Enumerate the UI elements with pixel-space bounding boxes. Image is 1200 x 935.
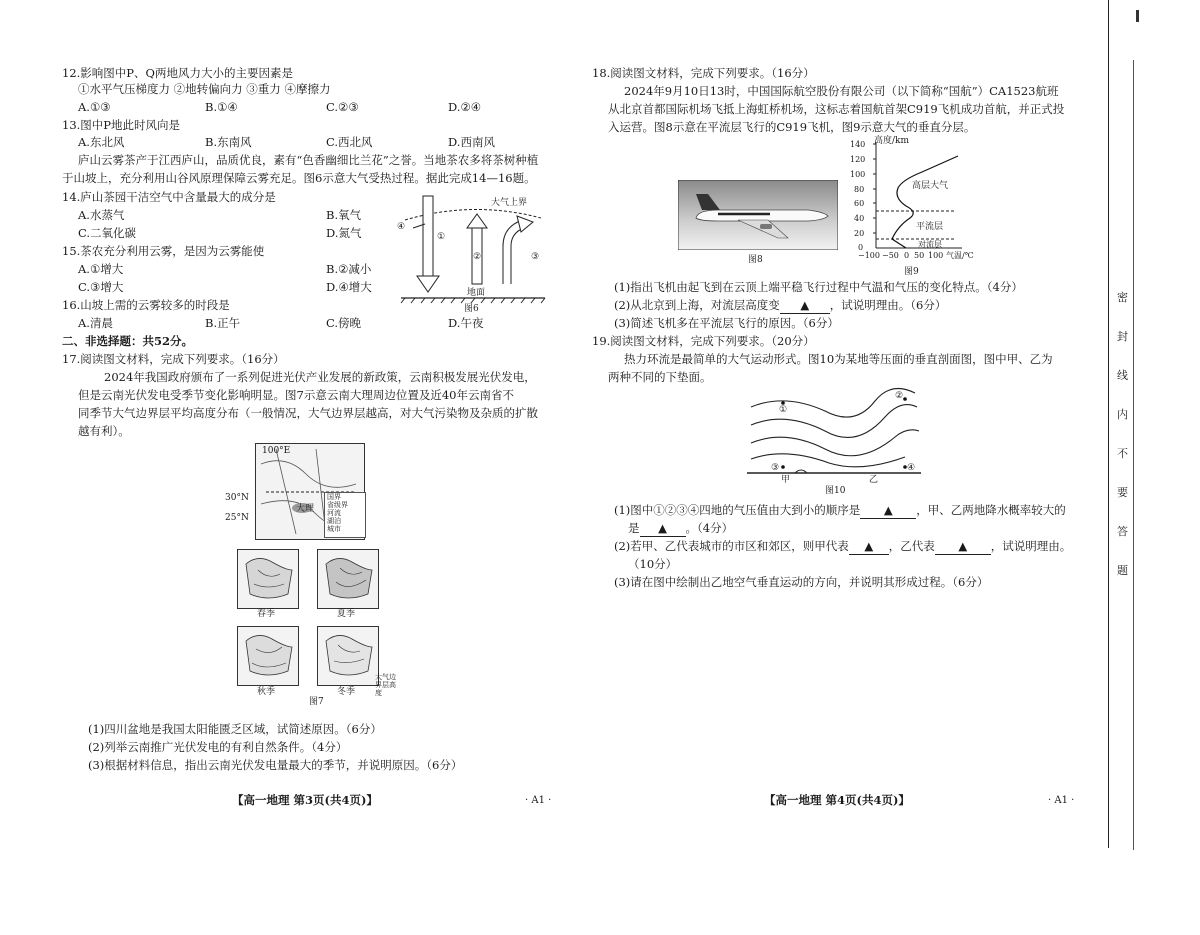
fig6-top-label: 大气上界 — [491, 198, 528, 208]
q13-option-a: A.东北风 — [78, 135, 125, 149]
fig7-city: 大理 — [296, 504, 315, 514]
q14-option-c: C.二氧化碳 — [78, 226, 137, 240]
q19-answer-blank-precip[interactable]: ▲ — [640, 521, 686, 537]
q19-sub2-line1 — [614, 539, 1071, 555]
fig9-ytick: 60 — [854, 199, 865, 208]
fig7-caption: 图7 — [309, 697, 324, 707]
q19-answer-blank-jia[interactable]: ▲ — [849, 539, 889, 555]
fig7-season-summer: 夏季 — [337, 609, 356, 619]
fig7-legend-item: 省级界 — [327, 501, 348, 509]
q18-para1: 2024年9月10日13时，中国国际航空股份有限公司（以下简称“国航”）CA1523航班 — [624, 84, 1059, 98]
fig9-ytick: 20 — [854, 229, 865, 238]
q17-stem: 17.阅读图文材料，完成下列要求。（16分） — [62, 352, 285, 366]
q18-para2: 从北京首都国际机场飞抵上海虹桥机场，这标志着国航首架C919飞机成功首航，并正式投 — [608, 102, 1065, 116]
q14-option-a: A.水蒸气 — [78, 208, 125, 222]
fig7-legend-item: 湖泊 — [327, 517, 341, 525]
q13-option-b: B.东南风 — [205, 135, 252, 149]
q12-option-a: A.①③ — [78, 100, 111, 114]
q19-para1: 热力环流是最简单的大气运动形式。图10为某地等压面的垂直剖面图，图中甲、乙为 — [624, 352, 1053, 366]
q15-option-b: B.②减小 — [326, 262, 372, 276]
fig9-layer-trop: 对流层 — [918, 240, 942, 249]
fig8-caption: 图8 — [748, 255, 763, 265]
fig7-season-spring: 春季 — [257, 609, 276, 619]
seal-char: 题 — [1117, 564, 1128, 577]
fig10-point3: ③ — [771, 463, 780, 473]
q18-sub2-text-b: ，试说明理由。（6分） — [829, 298, 947, 312]
q12-option-b: B.①④ — [205, 100, 238, 114]
q19-answer-blank-order[interactable]: ▲ — [860, 503, 916, 519]
left-footer: 【高一地理 第3页(共4页)】 — [232, 793, 378, 807]
q15-stem: 15.茶农充分利用云雾，是因为云雾能使 — [62, 244, 265, 258]
q13-option-d: D.西南风 — [448, 135, 495, 149]
figure-6 — [395, 186, 550, 314]
figure-8 — [678, 180, 838, 266]
fig7-note: 大气边界层高度 — [375, 673, 396, 697]
q19-sub1-text-b: ，甲、乙两地降水概率较大的 — [916, 503, 1066, 517]
right-footer: 【高一地理 第4页(共4页)】 — [764, 793, 910, 807]
q19-para2: 两种不同的下垫面。 — [608, 370, 712, 384]
seal-char: 要 — [1117, 486, 1128, 499]
fig7-legend — [324, 492, 366, 538]
fig7-legend-item: 河流 — [327, 509, 341, 517]
fig10-yi: 乙 — [869, 475, 879, 485]
fig10-point4: ④ — [907, 463, 916, 473]
fig7-autumn-map — [237, 626, 299, 686]
q18-sub3: (3)简述飞机多在平流层飞行的原因。（6分） — [614, 316, 839, 330]
q19-sub3: (3)请在图中绘制出乙地空气垂直运动的方向，并说明其形成过程。（6分） — [614, 575, 989, 589]
fig9-ytick: 0 — [858, 243, 864, 252]
fig6-num2: ② — [473, 252, 482, 262]
q19-sub2-text-b: ，乙代表 — [888, 539, 935, 553]
q17-para3: 同季节大气边界层平均高度分布（一般情况，大气边界层越高，对大气污染物及杂质的扩散 — [78, 406, 538, 420]
fig7-lat-a: 25°N — [225, 513, 249, 523]
q19-sub1-text-d: 。（4分） — [685, 521, 734, 535]
q15-option-c: C.③增大 — [78, 280, 124, 294]
q16-stem: 16.山坡上需的云雾较多的时段是 — [62, 298, 230, 312]
fig10-point1: ① — [779, 405, 788, 415]
seal-char: 答 — [1117, 525, 1128, 538]
fig9-ytick: 140 — [850, 140, 866, 149]
seal-line-left — [1108, 0, 1109, 848]
q19-sub1-text-c: 是 — [628, 521, 640, 535]
passage-line2: 于山坡上，充分利用山谷风原理保障云雾充足。图6示意大气受热过程。据此完成14—16题。 — [62, 171, 536, 185]
q12-options-line: ①水平气压梯度力 ②地转偏向力 ③重力 ④摩擦力 — [78, 82, 331, 96]
figure-10 — [745, 387, 925, 497]
fig7-lat-b: 30°N — [225, 493, 249, 503]
fig6-num4: ④ — [397, 222, 406, 232]
seal-char: 不 — [1117, 447, 1128, 460]
q17-sub2: (2)列举云南推广光伏发电的有利自然条件。（4分） — [88, 740, 348, 754]
q13-stem: 13.图中P地此时风向是 — [62, 118, 181, 132]
q19-sub1-line2 — [628, 521, 733, 537]
fig7-season-winter: 冬季 — [337, 687, 356, 697]
fig7-summer-map — [317, 549, 379, 609]
fig6-caption: 图6 — [464, 304, 479, 314]
figure-7 — [225, 443, 395, 705]
fig7-legend-item: 城市 — [327, 525, 341, 533]
fig7-location-map — [255, 443, 365, 540]
fig9-layer-strat: 平流层 — [916, 222, 944, 232]
q12-stem: 12.影响图中P、Q两地风力大小的主要因素是 — [62, 66, 293, 80]
q12-option-c: C.②③ — [326, 100, 359, 114]
q19-sub2-text-a: (2)若甲、乙代表城市的市区和郊区，则甲代表 — [614, 539, 849, 553]
q19-answer-blank-yi[interactable]: ▲ — [935, 539, 991, 555]
q14-option-d: D.氮气 — [326, 226, 362, 240]
fig9-caption: 图9 — [904, 267, 919, 277]
seal-char: 封 — [1117, 330, 1128, 343]
q18-para3: 入运营。图8示意在平流层飞行的C919飞机，图9示意大气的垂直分层。 — [608, 120, 976, 134]
q19-sub1-line1 — [614, 503, 1066, 519]
fig10-caption: 图10 — [825, 486, 846, 496]
q14-option-b: B.氧气 — [326, 208, 362, 222]
q17-sub1: (1)四川盆地是我国太阳能匮乏区域，试简述原因。（6分） — [88, 722, 382, 736]
fig7-spring-map — [237, 549, 299, 609]
left-page-mark: · A1 · — [525, 795, 552, 806]
fig6-num3: ③ — [531, 252, 540, 262]
fig9-ytick: 100 — [850, 170, 866, 179]
figure-9 — [842, 136, 972, 278]
q14-stem: 14.庐山茶园干洁空气中含量最大的成分是 — [62, 190, 276, 204]
section-2-heading: 二、非选择题：共52分。 — [62, 334, 194, 348]
q15-option-d: D.④增大 — [326, 280, 372, 294]
fig9-xtick: −50 — [882, 251, 899, 260]
fig9-ytick: 80 — [854, 185, 865, 194]
seal-line-right — [1133, 60, 1134, 850]
q18-sub1: (1)指出飞机由起飞到在云顶上端平稳飞行过程中气温和气压的变化特点。（4分） — [614, 280, 1023, 294]
q17-para4: 越有利）。 — [78, 424, 130, 438]
q16-option-a: A.清晨 — [78, 316, 113, 330]
fig7-winter-map — [317, 626, 379, 686]
q12-option-d: D.②④ — [448, 100, 482, 114]
fig9-xtick: 100 — [928, 251, 944, 260]
q16-option-b: B.正午 — [205, 316, 241, 330]
fig9-ytick: 40 — [854, 214, 865, 223]
fig6-ground-label: 地面 — [467, 288, 486, 298]
q17-sub3: (3)根据材料信息，指出云南光伏发电量最大的季节，并说明原因。（6分） — [88, 758, 463, 772]
q16-option-c: C.傍晚 — [326, 316, 362, 330]
q18-sub2 — [614, 298, 946, 314]
q19-sub2-text-c: ，试说明理由。 — [990, 539, 1072, 553]
q19-sub2-line2: （10分） — [628, 557, 678, 571]
seal-mark — [1136, 10, 1139, 22]
fig7-coord-a: 100°E — [262, 446, 291, 456]
q18-sub2-text-a: (2)从北京到上海，对流层高度变 — [614, 298, 780, 312]
q19-stem: 19.阅读图文材料，完成下列要求。（20分） — [592, 334, 815, 348]
fig9-xlabel: 气温/℃ — [946, 251, 974, 260]
right-page-mark: · A1 · — [1048, 795, 1075, 806]
q17-para1: 2024年我国政府颁布了一系列促进光伏产业发展的新政策，云南积极发展光伏发电， — [104, 370, 536, 384]
fig7-season-autumn: 秋季 — [257, 687, 276, 697]
seal-char: 密 — [1117, 291, 1128, 304]
fig9-xtick: −100 — [858, 251, 880, 260]
fig9-ytick: 120 — [850, 155, 866, 164]
q15-option-a: A.①增大 — [78, 262, 124, 276]
fig9-xtick: 50 — [914, 251, 925, 260]
fig8-plane-photo — [678, 180, 838, 250]
q19-sub1-text-a: (1)图中①②③④四地的气压值由大到小的顺序是 — [614, 503, 861, 517]
fig9-ylabel: 高度/km — [874, 136, 910, 146]
fig7-legend-item: 国界 — [327, 493, 341, 501]
q18-answer-blank[interactable]: ▲ — [780, 298, 830, 314]
fig9-xtick: 0 — [904, 251, 910, 260]
q16-option-d: D.午夜 — [448, 316, 484, 330]
passage-line1: 庐山云雾茶产于江西庐山，品质优良，素有“色香幽细比兰花”之誉。当地茶农多将茶树种植 — [78, 153, 539, 167]
fig10-jia: 甲 — [781, 475, 791, 485]
seal-char: 内 — [1117, 408, 1128, 421]
fig9-layer-high: 高层大气 — [912, 181, 949, 191]
fig6-num1: ① — [437, 232, 446, 242]
fig10-point2: ② — [895, 391, 904, 401]
seal-char: 线 — [1117, 369, 1128, 382]
q13-option-c: C.西北风 — [326, 135, 373, 149]
q18-stem: 18.阅读图文材料，完成下列要求。（16分） — [592, 66, 815, 80]
q17-para2: 但是云南光伏发电受季节变化影响明显。图7示意云南大理周边位置及近40年云南省不 — [78, 388, 514, 402]
